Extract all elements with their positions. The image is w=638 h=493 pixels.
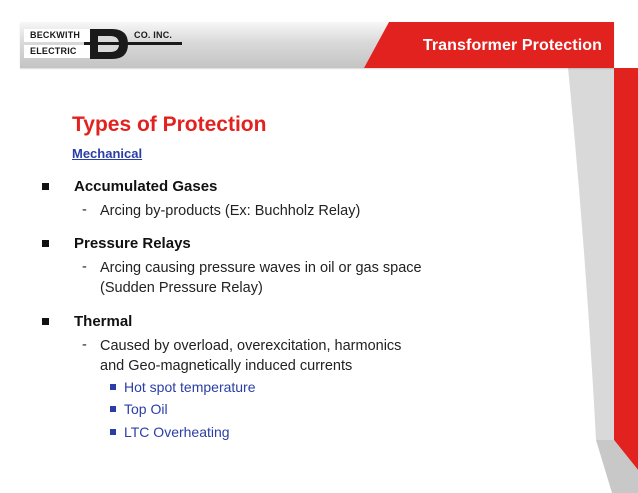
- square-bullet-icon: [42, 318, 49, 325]
- square-bullet-icon: [42, 183, 49, 190]
- slide-subtitle: Mechanical: [72, 146, 143, 161]
- item-heading: Thermal: [74, 313, 133, 330]
- square-bullet-icon: [110, 384, 116, 390]
- slide-title: Types of Protection: [72, 113, 267, 136]
- item-detail: and Geo-magnetically induced currents: [100, 358, 353, 374]
- square-bullet-icon: [42, 240, 49, 247]
- logo-line2: ELECTRIC: [30, 46, 77, 56]
- company-logo: [24, 26, 184, 62]
- list-item: [42, 313, 502, 443]
- item-detail: (Sudden Pressure Relay): [100, 280, 263, 296]
- square-bullet-icon: [110, 406, 116, 412]
- list-item: [42, 178, 502, 218]
- logo-suffix: CO. INC.: [134, 30, 173, 40]
- dash-icon: -: [82, 202, 87, 218]
- sub-item-label: Top Oil: [124, 401, 168, 417]
- item-heading: Pressure Relays: [74, 235, 191, 252]
- item-detail: Caused by overload, overexcitation, harmonics: [100, 338, 402, 354]
- item-detail: Arcing by-products (Ex: Buchholz Relay): [100, 203, 361, 219]
- dash-icon: -: [82, 337, 87, 353]
- square-bullet-icon: [110, 429, 116, 435]
- list-item: [42, 235, 502, 295]
- header-title: Transformer Protection: [422, 37, 602, 54]
- sub-item-label: Hot spot temperature: [124, 379, 256, 395]
- sub-item-label: LTC Overheating: [124, 424, 230, 440]
- item-detail: Arcing causing pressure waves in oil or gas space: [100, 260, 422, 276]
- logo-line1: BECKWITH: [30, 30, 81, 40]
- item-heading: Accumulated Gases: [74, 178, 218, 195]
- dash-icon: -: [82, 259, 87, 275]
